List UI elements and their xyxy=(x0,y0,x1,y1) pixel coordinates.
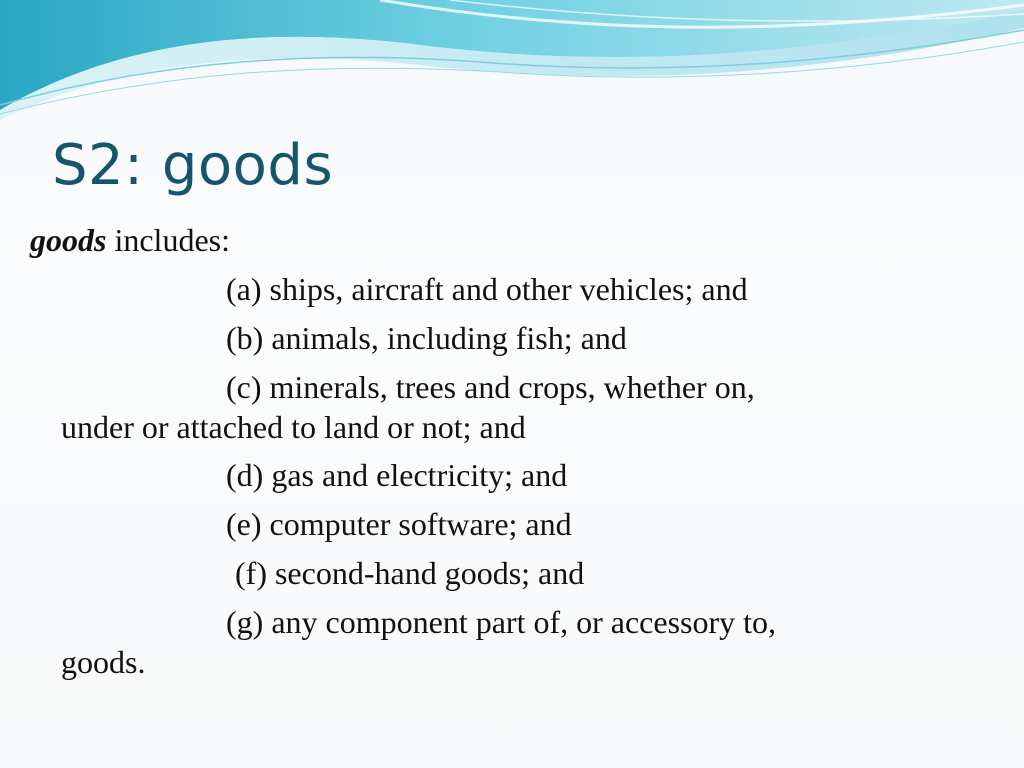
list-item-c: (c) minerals, trees and crops, whether on, xyxy=(226,369,755,405)
list-item-g-continuation: goods. xyxy=(61,644,146,680)
list-item-f: (f) second-hand goods; and xyxy=(235,555,585,591)
list-item-c-continuation: under or attached to land or not; and xyxy=(61,409,526,445)
defined-term: goods xyxy=(30,222,107,258)
list-item-d: (d) gas and electricity; and xyxy=(226,457,568,493)
definition-intro xyxy=(30,220,230,260)
list-item-a: (a) ships, aircraft and other vehicles; and xyxy=(226,271,748,307)
list-item-e: (e) computer software; and xyxy=(226,506,572,542)
list-item-g: (g) any component part of, or accessory to, xyxy=(226,604,777,640)
slide-title: S2: goods xyxy=(52,133,334,198)
list-item-b: (b) animals, including fish; and xyxy=(226,320,627,356)
intro-rest: includes: xyxy=(106,222,230,258)
header-wave-decoration xyxy=(0,0,1024,130)
